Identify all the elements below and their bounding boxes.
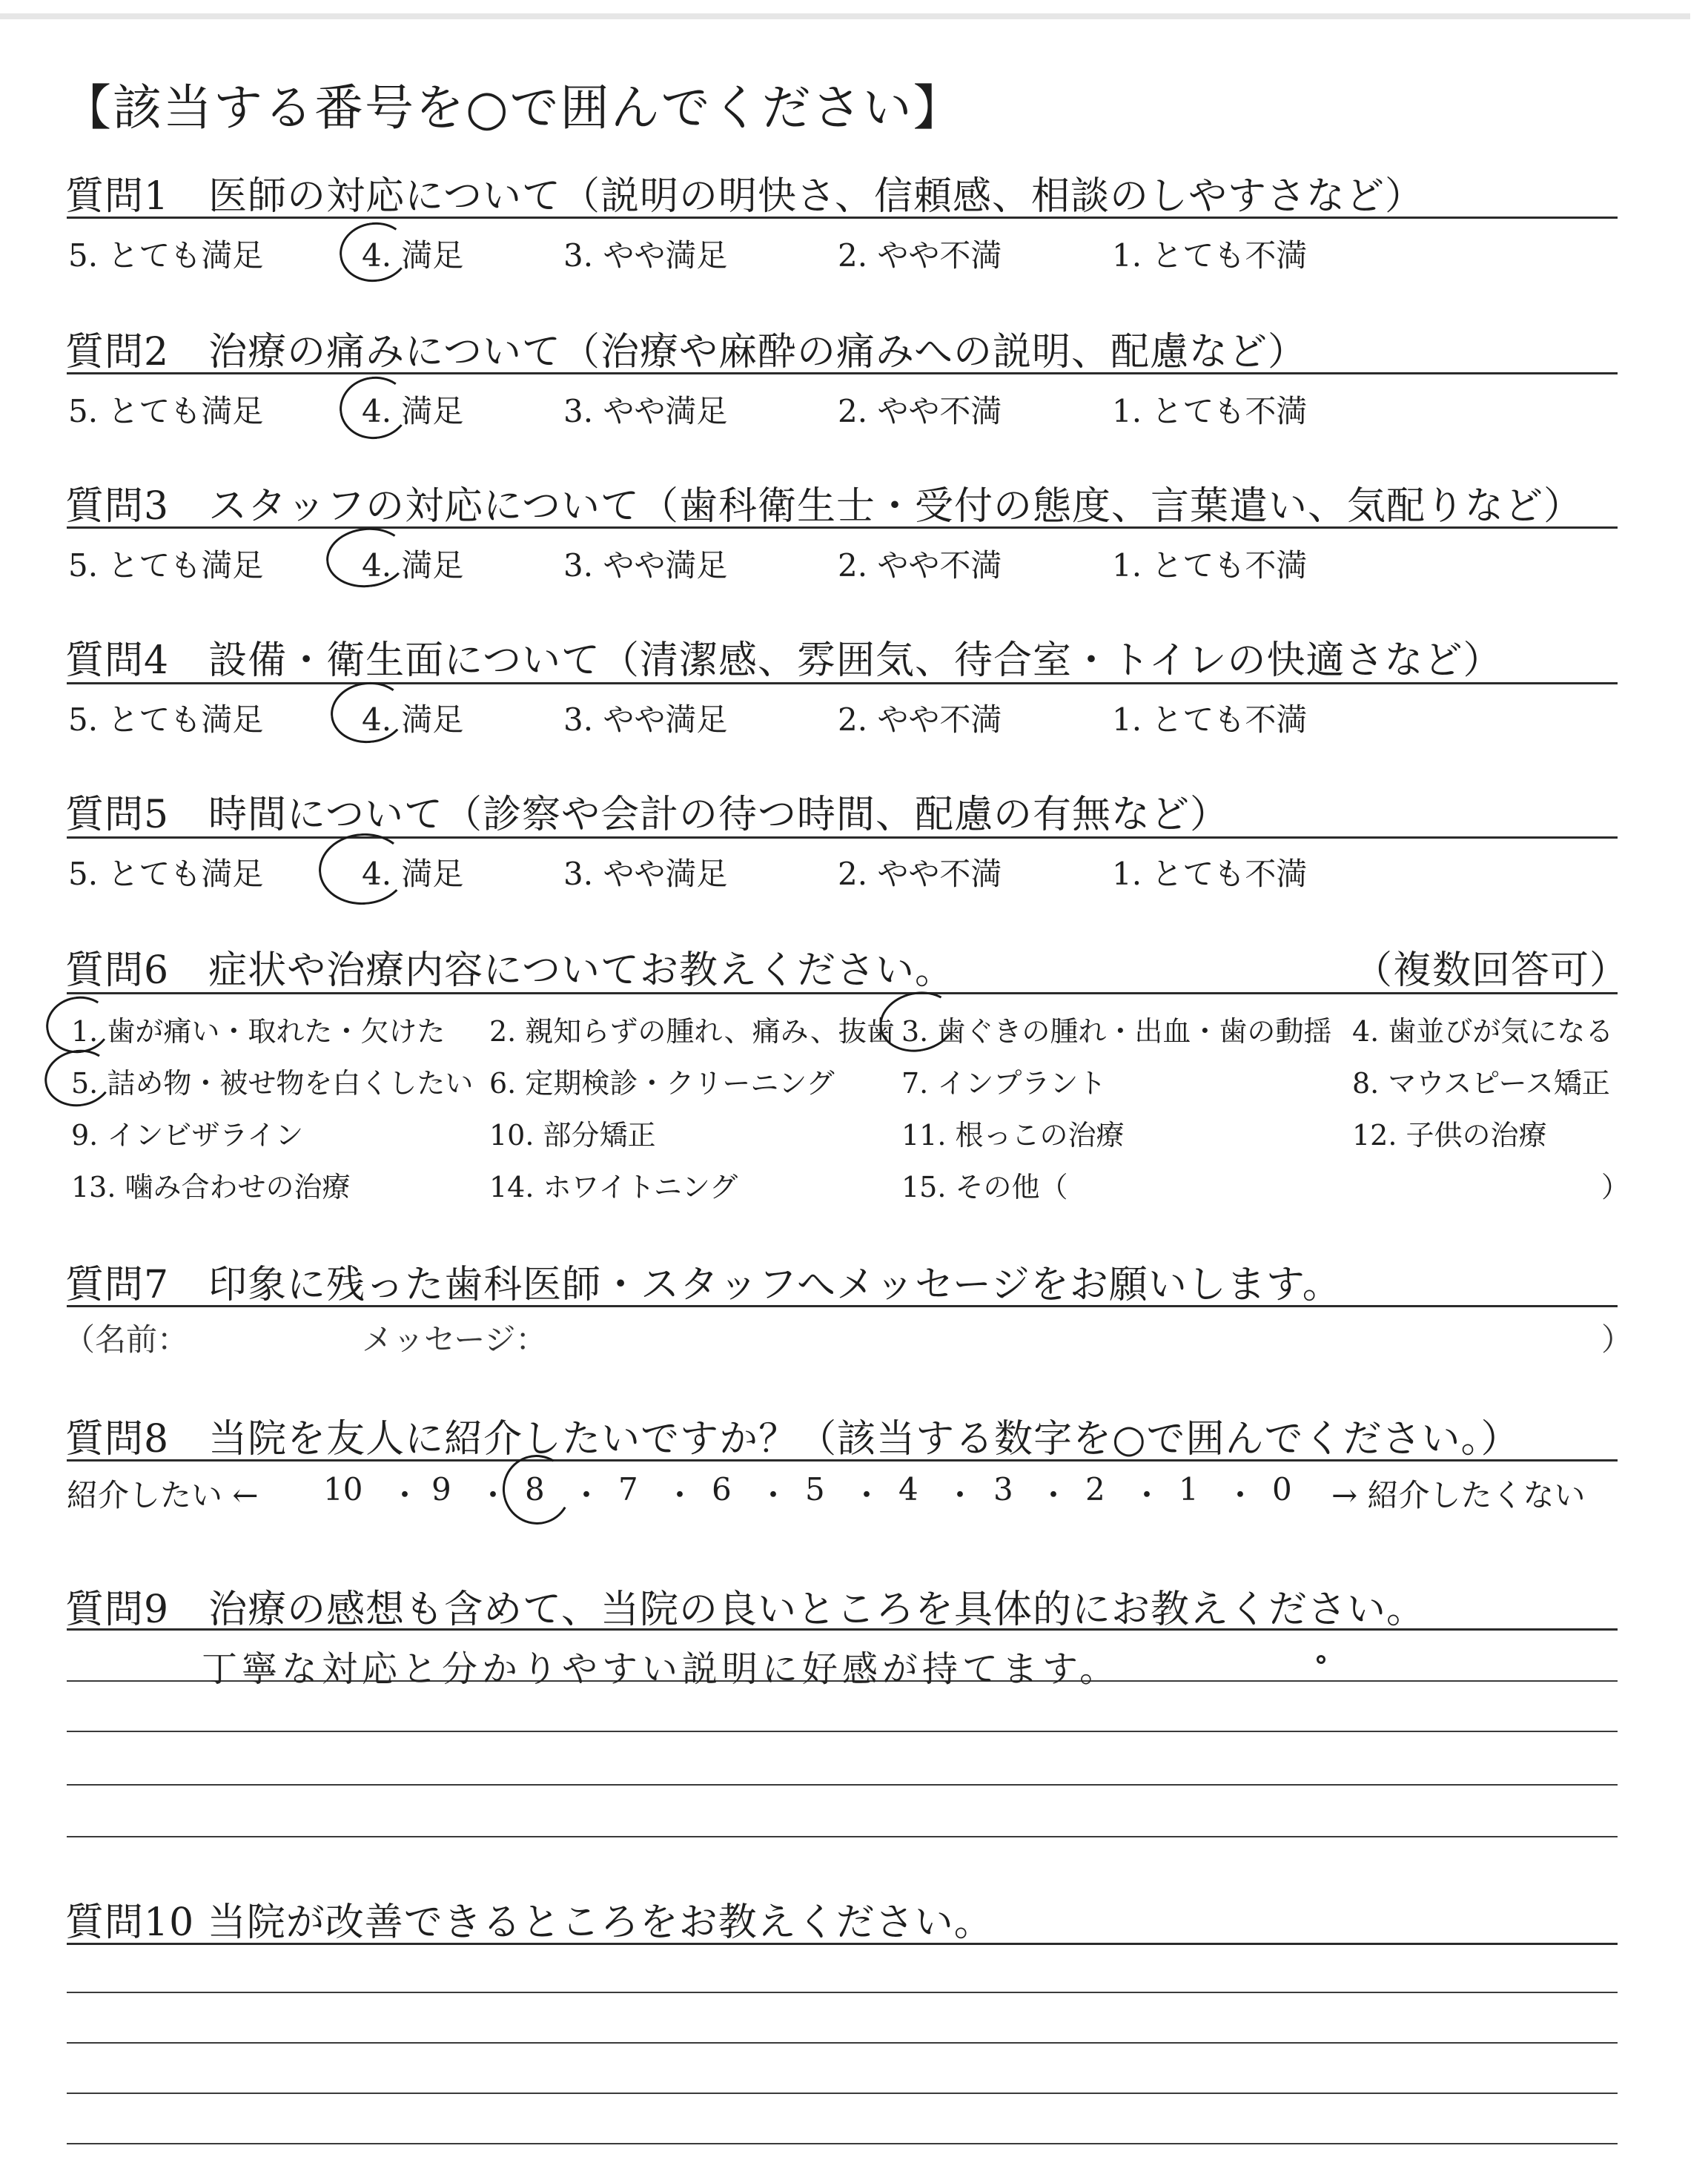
q9-pen-mark <box>1317 1655 1325 1664</box>
q3-option-4[interactable]: 4. 満足 <box>362 547 464 584</box>
q6-option-3[interactable]: 3. 歯ぐきの腫れ・出血・歯の動揺 <box>901 1015 1332 1048</box>
q3-option-1[interactable]: 1. とても不満 <box>1112 547 1308 584</box>
q7-title: 質問7 印象に残った歯科医師・スタッフへメッセージをお願いします。 <box>65 1263 1342 1307</box>
q8-scale-6[interactable]: 6 <box>712 1471 732 1507</box>
q9-answer-line-4 <box>67 1836 1618 1837</box>
q5-option-5[interactable]: 5. とても満足 <box>68 856 264 892</box>
q8-dot: ・ <box>851 1477 883 1513</box>
q8-left-label: 紹介したい ← <box>67 1477 259 1513</box>
q8-scale-8[interactable]: 8 <box>525 1471 545 1507</box>
q8-scale-1[interactable]: 1 <box>1179 1471 1199 1507</box>
q1-option-3[interactable]: 3. やや満足 <box>563 237 728 274</box>
q6-option-8[interactable]: 8. マウスピース矯正 <box>1352 1067 1610 1100</box>
q10-answer-line-4 <box>67 2143 1618 2144</box>
q6-option-14[interactable]: 14. ホワイトニング <box>489 1171 738 1203</box>
q3-option-3[interactable]: 3. やや満足 <box>563 547 728 584</box>
q1-option-1[interactable]: 1. とても不満 <box>1112 237 1308 274</box>
q2-title: 質問2 治療の痛みについて（治療や麻酔の痛みへの説明、配慮など） <box>65 330 1308 374</box>
q8-dot: ・ <box>664 1477 696 1513</box>
q4-rule <box>67 682 1618 684</box>
q8-dot: ・ <box>571 1477 603 1513</box>
q2-option-2[interactable]: 2. やや不満 <box>838 393 1002 429</box>
q6-rule <box>67 992 1618 994</box>
q8-dot: ・ <box>389 1477 421 1513</box>
q6-answer-circle-5 <box>40 1045 117 1112</box>
q6-option-12[interactable]: 12. 子供の治療 <box>1352 1119 1547 1152</box>
q6-option-5[interactable]: 5. 詰め物・被せ物を白くしたい <box>71 1067 474 1100</box>
q8-scale-3[interactable]: 3 <box>993 1471 1013 1507</box>
q2-option-1[interactable]: 1. とても不満 <box>1112 393 1308 429</box>
q1-rule <box>67 217 1618 219</box>
q4-title: 質問4 設備・衛生面について（清潔感、雰囲気、待合室・トイレの快適さなど） <box>65 638 1503 683</box>
q9-rule <box>67 1628 1618 1631</box>
q10-title: 質問10 当院が改善できるところをお教えください。 <box>65 1900 993 1945</box>
q5-title: 質問5 時間について（診察や会計の待つ時間、配慮の有無など） <box>65 793 1230 837</box>
q2-answer-circle <box>336 372 414 443</box>
q8-rule <box>67 1459 1618 1462</box>
q7-close: ） <box>1601 1321 1633 1358</box>
q9-answer-line-3 <box>67 1784 1618 1786</box>
page-heading: 【該当する番号を○で囲んでください】 <box>62 79 964 136</box>
q1-option-4[interactable]: 4. 満足 <box>362 237 464 274</box>
q10-answer-line-3 <box>67 2093 1618 2094</box>
q6-option-15[interactable]: 15. その他（ <box>901 1171 1068 1203</box>
q6-option-2[interactable]: 2. 親知らずの腫れ、痛み、抜歯 <box>489 1015 895 1048</box>
q3-title: 質問3 スタッフの対応について（歯科衛生士・受付の態度、言葉遣い、気配りなど） <box>65 484 1583 529</box>
q4-option-3[interactable]: 3. やや満足 <box>563 701 728 738</box>
q10-answer-line-2 <box>67 2042 1618 2044</box>
q5-answer-circle <box>317 830 410 908</box>
q3-rule <box>67 526 1618 529</box>
q6-option-1[interactable]: 1. 歯が痛い・取れた・欠けた <box>71 1015 446 1048</box>
q6-title: 質問6 症状や治療内容についてお教えください。 <box>65 948 955 993</box>
q6-option-11[interactable]: 11. 根っこの治療 <box>901 1119 1125 1152</box>
q8-scale-7[interactable]: 7 <box>618 1471 638 1507</box>
q8-scale-0[interactable]: 0 <box>1272 1471 1292 1507</box>
q8-title: 質問8 当院を友人に紹介したいですか？（該当する数字を○で囲んでください。） <box>65 1417 1520 1462</box>
q7-rule <box>67 1305 1618 1307</box>
q5-rule <box>67 836 1618 839</box>
q5-option-3[interactable]: 3. やや満足 <box>563 856 728 892</box>
q9-title: 質問9 治療の感想も含めて、当院の良いところを具体的にお教えください。 <box>65 1588 1426 1632</box>
q6-option-13[interactable]: 13. 噛み合わせの治療 <box>71 1171 351 1203</box>
q3-option-2[interactable]: 2. やや不満 <box>838 547 1002 584</box>
q8-dot: ・ <box>477 1477 509 1513</box>
q8-scale-5[interactable]: 5 <box>805 1471 825 1507</box>
q8-scale-4[interactable]: 4 <box>898 1471 918 1507</box>
q8-dot: ・ <box>1131 1477 1163 1513</box>
q2-option-5[interactable]: 5. とても満足 <box>68 393 264 429</box>
q2-option-4[interactable]: 4. 満足 <box>362 393 464 429</box>
q8-scale-9[interactable]: 9 <box>431 1471 451 1507</box>
q6-option-6[interactable]: 6. 定期検診・クリーニング <box>489 1067 835 1100</box>
q6-multiple-note: （複数回答可） <box>1354 948 1629 993</box>
q5-option-2[interactable]: 2. やや不満 <box>838 856 1002 892</box>
q8-dot: ・ <box>944 1477 976 1513</box>
q1-answer-circle <box>336 218 413 286</box>
q4-option-4[interactable]: 4. 満足 <box>362 701 464 738</box>
q8-dot: ・ <box>1225 1477 1257 1513</box>
q8-dot: ・ <box>758 1477 790 1513</box>
q4-option-5[interactable]: 5. とても満足 <box>68 701 264 738</box>
q1-option-5[interactable]: 5. とても満足 <box>68 237 264 274</box>
q6-option-10[interactable]: 10. 部分矯正 <box>489 1119 656 1152</box>
q7-name-label[interactable]: （名前： <box>64 1321 189 1358</box>
q9-handwritten-answer: 丁寧な対応と分かりやすい説明に好感が持てます。 <box>202 1648 1120 1690</box>
q9-answer-line-2 <box>67 1731 1618 1732</box>
q6-option-4[interactable]: 4. 歯並びが気になる <box>1352 1015 1614 1048</box>
q5-option-1[interactable]: 1. とても不満 <box>1112 856 1308 892</box>
q8-scale-2[interactable]: 2 <box>1085 1471 1105 1507</box>
q1-option-2[interactable]: 2. やや不満 <box>838 237 1002 274</box>
q8-right-label: → 紹介したくない <box>1331 1477 1586 1513</box>
q7-message-label[interactable]: メッセージ： <box>362 1321 547 1358</box>
q6-option-9[interactable]: 9. インビザライン <box>71 1119 304 1152</box>
q10-answer-line-1 <box>67 1992 1618 1993</box>
q2-rule <box>67 372 1618 374</box>
q1-title: 質問1 医師の対応について（説明の明快さ、信頼感、相談のしやすさなど） <box>65 174 1424 219</box>
q8-scale-10[interactable]: 10 <box>323 1471 363 1507</box>
q6-other-close: ） <box>1601 1171 1630 1203</box>
q8-dot: ・ <box>1038 1477 1070 1513</box>
q2-option-3[interactable]: 3. やや満足 <box>563 393 728 429</box>
q5-option-4[interactable]: 4. 満足 <box>362 856 464 892</box>
q4-option-2[interactable]: 2. やや不満 <box>838 701 1002 738</box>
q3-option-5[interactable]: 5. とても満足 <box>68 547 264 584</box>
q10-rule <box>67 1943 1618 1945</box>
scan-edge <box>0 13 1690 19</box>
q6-option-7[interactable]: 7. インプラント <box>901 1067 1107 1100</box>
q4-option-1[interactable]: 1. とても不満 <box>1112 701 1308 738</box>
